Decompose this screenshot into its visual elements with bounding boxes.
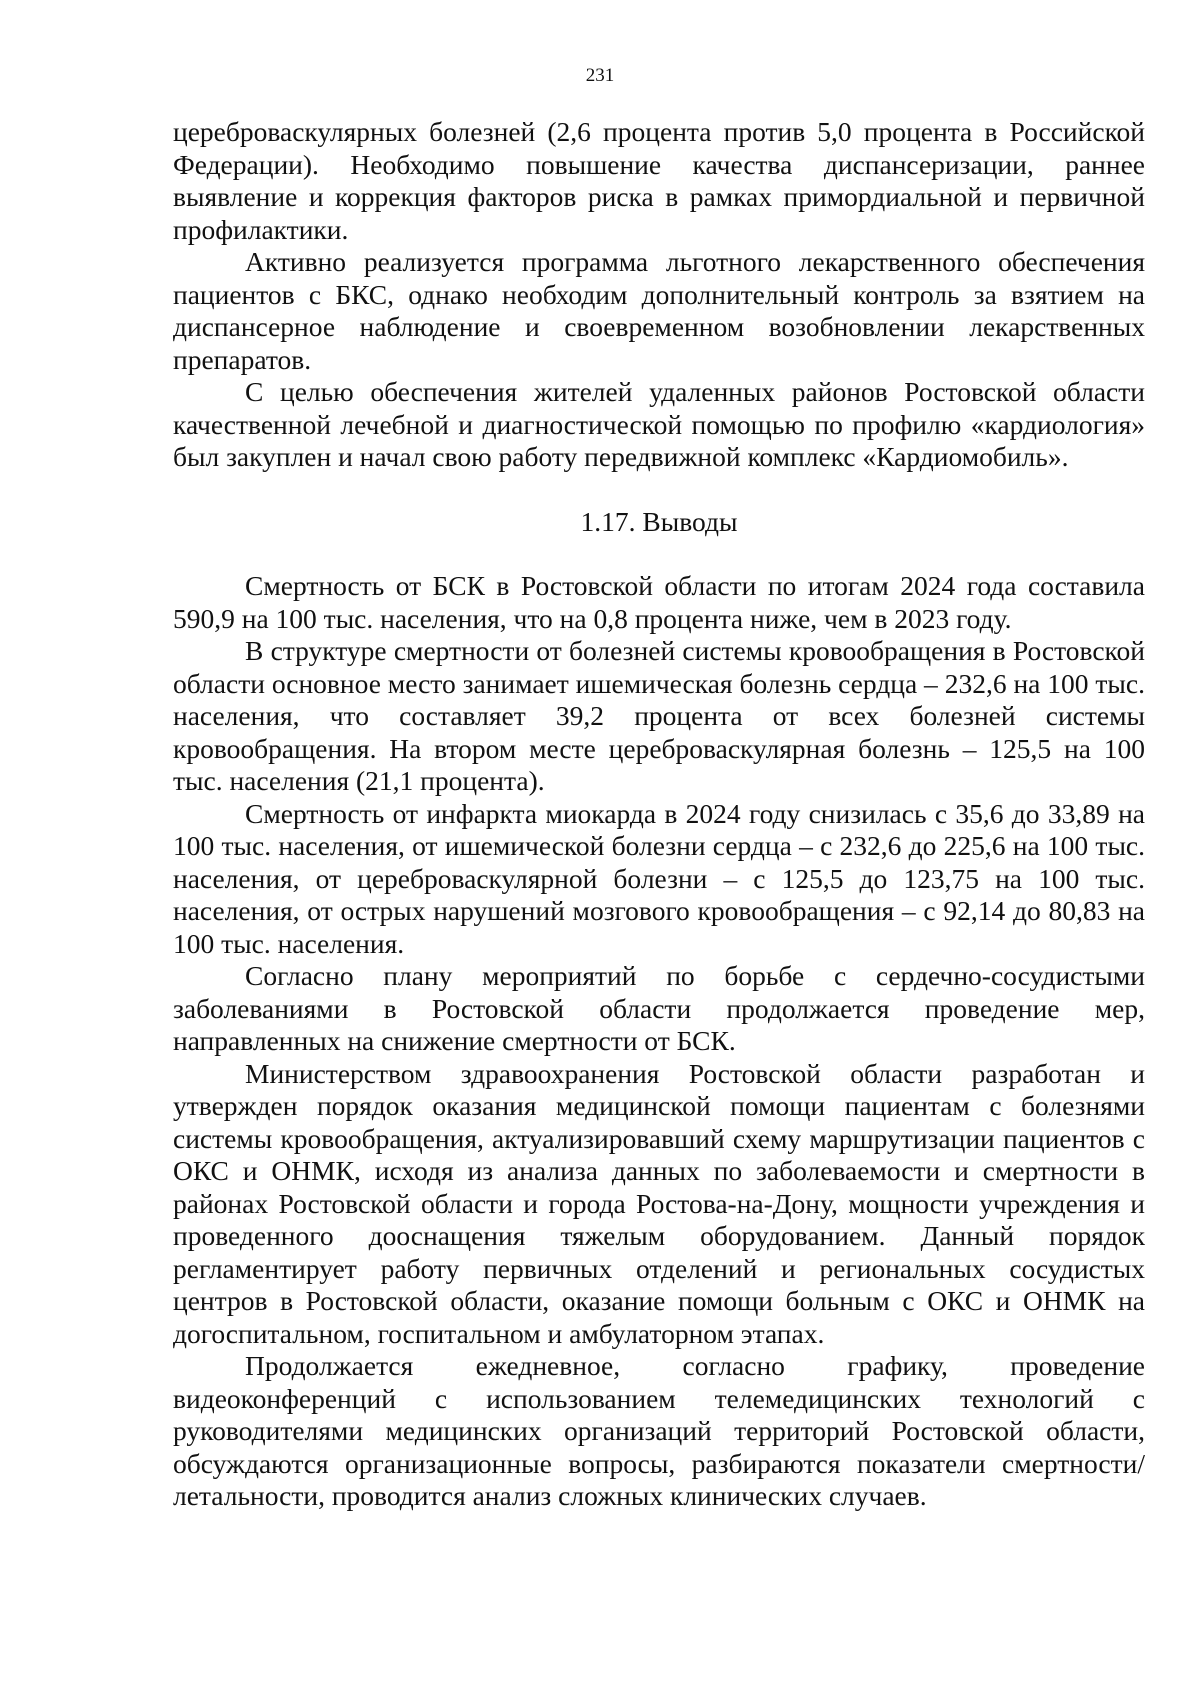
paragraph-cardiomobile: С целью обеспечения жителей удаленных районов Ростовской области качественной лечебной и диагностической помощью по профилю «кардиология» был закуплен и начал свою работу передвижной комплекс «Кардиомобиль».: [173, 376, 1145, 472]
document-body: [173, 116, 1145, 1513]
paragraph-mortality-structure: В структуре смертности от болезней системы кровообращения в Ростовской области основное место занимает ишемическая болезнь сердца – 232,6 на 100 тыс. населения, что составляет 39,2 процента от всех болезней системы кровообращения. На втором месте цереброваскулярная болезнь – 125,5 на 100 тыс. населения (21,1 процента).: [173, 635, 1145, 796]
paragraph-mortality-total: Смертность от БСК в Ростовской области по итогам 2024 года составила 590,9 на 100 тыс. населения, что на 0,8 процента ниже, чем в 2023 году.: [173, 570, 1145, 634]
paragraph-action-plan: Согласно плану мероприятий по борьбе с сердечно-сосудистыми заболеваниями в Ростовской области продолжается проведение мер, направленных на снижение смертности от БСК.: [173, 960, 1145, 1056]
paragraph-videoconferences: Продолжается ежедневное, согласно графику, проведение видеоконференций с использованием телемедицинских технологий с руководителями медицинских организаций территорий Ростовской области, обсуждаются организационные вопросы, разбираются показатели смертности/летальности, проводится анализ сложных клинических случаев.: [173, 1350, 1145, 1511]
paragraph-drug-provision: Активно реализуется программа льготного лекарственного обеспечения пациентов с БКС, однако необходим дополнительный контроль за взятием на диспансерное наблюдение и своевременном возобновлении лекарственных препаратов.: [173, 246, 1145, 375]
section-heading: 1.17. Выводы: [580, 505, 738, 537]
page-number: 231: [585, 65, 615, 86]
paragraph-mortality-dynamics: Смертность от инфаркта миокарда в 2024 году снизилась с 35,6 до 33,89 на 100 тыс. населения, от ишемической болезни сердца – с 232,6 до 225,6 на 100 тыс. населения, от цереброваскулярной болезни – с 125,5 до 123,75 на 100 тыс. населения, от острых нарушений мозгового кровообращения – с 92,14 до 80,83 на 100 тыс. населения.: [173, 797, 1145, 959]
paragraph-continuation: цереброваскулярных болезней (2,6 процента против 5,0 процента в Российской Федерации). Необходимо повышение качества диспансеризации, раннее выявление и коррекция факторов риска в рамках примордиальной и первичной профилактики.: [173, 116, 1145, 245]
paragraph-routing-order: Министерством здравоохранения Ростовской области разработан и утвержден порядок оказания медицинской помощи пациентам с болезнями системы кровообращения, актуализировавший схему маршрутизации пациентов с ОКС и ОНМК, исходя из анализа данных по заболеваемости и смертности в районах Ростовской области и города Ростова-на-Дону, мощности учреждения и проведенного дооснащения тяжелым оборудованием. Данный порядок регламентирует работу первичных отделений и региональных сосудистых центров в Ростовской области, оказание помощи больным с ОКС и ОНМК на догоспитальном, госпитальном и амбулаторном этапах.: [173, 1057, 1145, 1349]
